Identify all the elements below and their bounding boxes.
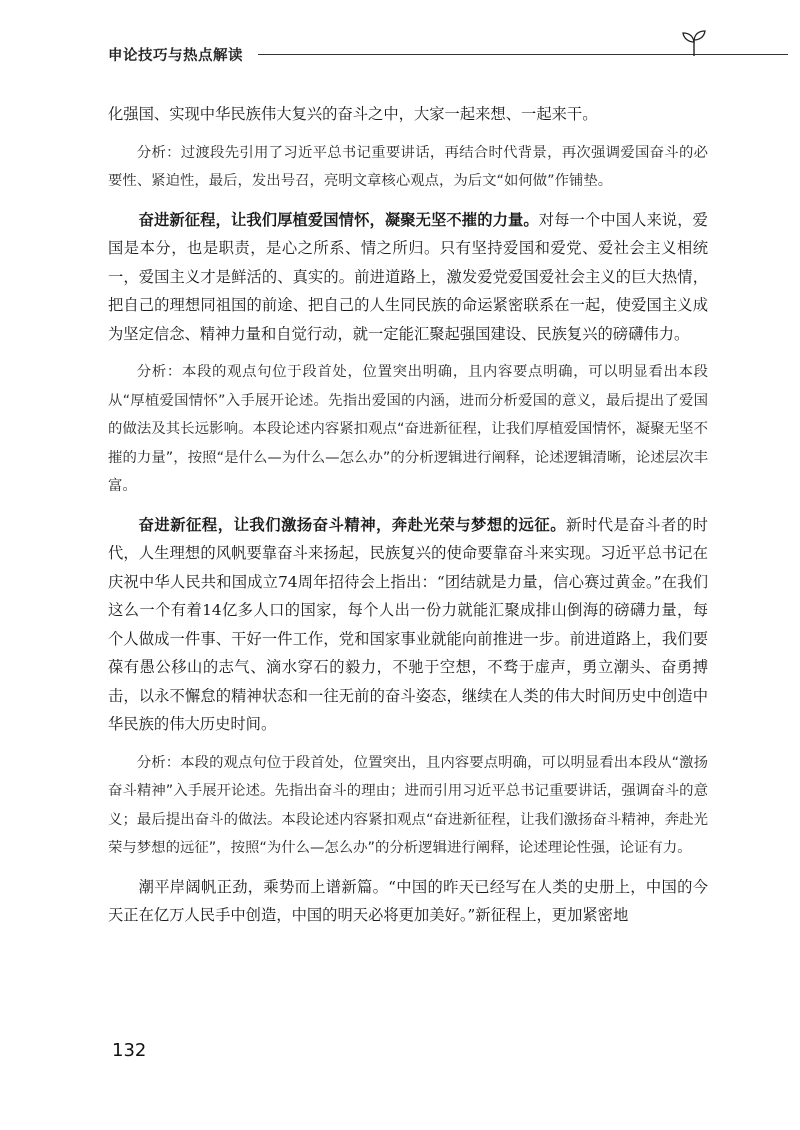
paragraph-text: 对每一个中国人来说，爱国是本分，也是职责，是心之所系、情之所归。只有坚持爱国和爱党、爱社会主义相统一，爱国主义才是鲜活的、真实的。前进道路上，激发爱党爱国爱社会主义的巨大热情，把自己的理想同祖国的前途、把自己的人生同民族的命运紧密联系在一起，使爱国主义成为坚定信念、精神力量和自觉行动，就一定能汇聚起强国建设、民族复兴的磅礴伟力。 xyxy=(108,210,708,343)
body-paragraph xyxy=(108,511,708,739)
paragraph-body: 化强国、实现中华民族伟大复兴的奋斗之中，大家一起来想、一起来干。 xyxy=(108,105,598,123)
paragraph-body: 潮平岸阔帆正劲，乘势而上谱新篇。“中国的昨天已经写在人类的史册上，中国的今天正在亿万人民手中创造，中国的明天必将更加美好。”新征程上，更加紧密地 xyxy=(108,877,708,924)
sprout-icon xyxy=(680,28,708,58)
page-content xyxy=(108,100,708,940)
analysis-paragraph: 分析：本段的观点句位于段首处，位置突出，且内容要点明确，可以明显看出本段从“激扬奋斗精神”入手展开论述。先指出奋斗的理由；进而引用习近平总书记重要讲话，强调奋斗的意义；最后提出奋斗的做法。本段论述内容紧扣观点“奋进新征程，让我们激扬奋斗精神，奔赴光荣与梦想的远征”，按照“为什么—怎么办”的分析逻辑进行阐释，论述理论性强，论证有力。 xyxy=(108,754,708,856)
lead-sentence: 奋进新征程，让我们厚植爱国情怀，凝聚无坚不摧的力量。 xyxy=(138,210,539,229)
page-number: 132 xyxy=(112,1040,147,1061)
paragraph-text: 新时代是奋斗者的时代，人生理想的风帆要靠奋斗来扬起，民族复兴的使命要靠奋斗来实现。习近平总书记在庆祝中华人民共和国成立74周年招待会上指出：“团结就是力量，信心赛过黄金。”在我们这么一个有着14亿多人口的国家，每个人出一份力就能汇聚成排山倒海的磅礴力量，每个人做成一件事、干好一件工作，党和国家事业就能向前推进一步。前进道路上，我们要葆有愚公移山的志气、滴水穿石的毅力，不驰于空想，不骛于虚声，勇立潮头、奋勇搏击，以永不懈怠的精神状态和一往无前的奋斗姿态，继续在人类的伟大时间历史中创造中华民族的伟大历史时间。 xyxy=(108,515,708,733)
header-title: 申论技巧与热点解读 xyxy=(108,48,243,64)
body-paragraph xyxy=(108,206,708,349)
analysis-paragraph: 分析：过渡段先引用了习近平总书记重要讲话，再结合时代背景，再次强调爱国奋斗的必要性、紧迫性，最后，发出号召，亮明文章核心观点，为后文“如何做”作铺垫。 xyxy=(108,144,708,189)
lead-sentence: 奋进新征程，让我们激扬奋斗精神，奔赴光荣与梦想的远征。 xyxy=(138,515,567,534)
header-rule xyxy=(258,54,788,55)
running-header xyxy=(108,34,708,64)
analysis-paragraph: 分析：本段的观点句位于段首处，位置突出明确，且内容要点明确，可以明显看出本段从“厚植爱国情怀”入手展开论述。先指出爱国的内涵，进而分析爱国的意义，最后提出了爱国的做法及其长远影响。本段论述内容紧扣观点“奋进新征程，让我们厚植爱国情怀，凝聚无坚不摧的力量”，按照“是什么—为什么—怎么办”的分析逻辑进行阐释，论述逻辑清晰，论述层次丰富。 xyxy=(108,364,708,494)
